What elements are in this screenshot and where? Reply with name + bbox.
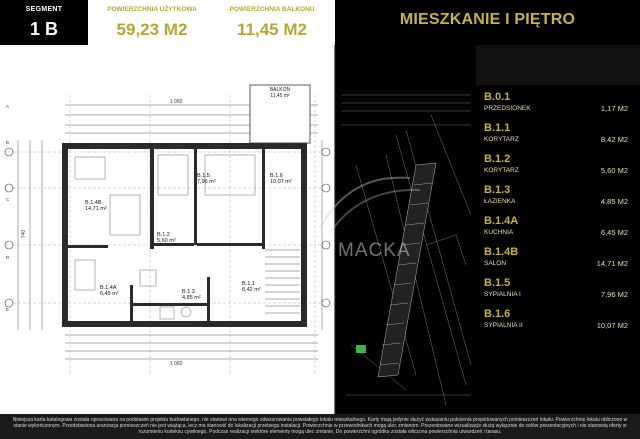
unit-highlight <box>356 345 366 353</box>
plan-room-area: 6,45 m² <box>100 291 119 297</box>
room-area: 14,71 M2 <box>596 259 628 268</box>
room-area: 4,85 M2 <box>600 197 628 206</box>
room-name: SYPIALNIA I <box>484 291 521 298</box>
disclaimer-footer: Niniejsza karta katalogowa została opracowana na podstawie projektu budowlanego, nie stanowi ona wiernego odwzorowania powstałego lokalu mieszkalnego. Karty mają jedynie służyć wskazaniu położenia projektowanych pomieszczeń lokalu. Powierzchnię lokalu obliczono w stanie wykończonym. Przedstawiona aranżacja pomieszczeń nie jest wiążąca, lecz ma stanowić do lokalizacji przebiegu instalacji. Powierzchnie w przewodnikach mogą ulec zmianom. Prezentowane wizualizacje służą wyłącznie do celów prezentacyjnych i nie stanowią oferty w rozumieniu kodeksu cywilnego. Podczas realizacji niektóre elementy mogą ulec zmianie. Do powierzchni ogródka została wliczona powierzchnia utwardzeń i tarasu. <box>0 414 640 439</box>
plan-room-code: B.1.4A <box>100 285 117 291</box>
room-name: KORYTARZ <box>484 167 519 174</box>
header-bar <box>0 0 640 45</box>
plan-room-area: 7,96 m² <box>197 179 216 185</box>
room-area: 8,42 M2 <box>600 135 628 144</box>
segment-box <box>0 0 88 45</box>
room-name: SYPIALNIA II <box>484 322 523 329</box>
segment-label: SEGMENT <box>25 6 63 13</box>
plan-room-label <box>242 281 261 293</box>
usable-area-label: POWIERZCHNIA UŻYTKOWA <box>107 6 197 13</box>
room-name: KUCHNIA <box>484 229 514 236</box>
plan-room-code: B.1.5 <box>197 173 210 179</box>
dim-total-top: 1 082 <box>170 99 183 105</box>
room-area: 10,07 M2 <box>596 321 628 330</box>
axis-label: E <box>6 307 10 312</box>
room-item <box>484 308 634 332</box>
room-name: ŁAZIENKA <box>484 198 516 205</box>
plan-room-label <box>182 289 201 301</box>
room-list <box>476 85 640 414</box>
room-area: 7,96 M2 <box>600 290 628 299</box>
floor-plan <box>0 45 335 414</box>
dim-total-bottom: 1 082 <box>170 361 183 367</box>
balcony-area-box <box>216 0 328 45</box>
room-name: PRZEDSIONEK <box>484 105 531 112</box>
room-item <box>484 246 634 270</box>
axis-label: C <box>6 197 10 202</box>
watermark-text: MACKA <box>338 240 411 261</box>
room-item <box>484 122 634 146</box>
balcony-label: BALKON <box>269 87 291 93</box>
plan-room-code: B.1.3 <box>182 289 195 295</box>
plan-room-label <box>197 173 216 185</box>
room-code: B.1.2 <box>484 153 511 165</box>
axis-label: A <box>6 104 10 109</box>
plan-room-label <box>270 173 292 185</box>
axis-label: B <box>6 140 10 145</box>
room-area: 6,45 M2 <box>600 228 628 237</box>
page-title: MIESZKANIE I PIĘTRO <box>399 11 576 28</box>
balcony-area-value: 11,45 M2 <box>237 20 307 39</box>
room-code: B.1.4A <box>484 215 519 227</box>
balcony-area-plan: 11,45 m² <box>270 93 290 99</box>
plan-room-code: B.1.2 <box>157 232 170 238</box>
plan-room-area: 10,07 m² <box>270 179 292 185</box>
plan-room-label <box>85 200 107 212</box>
plan-room-area: 14,71 m² <box>85 206 107 212</box>
page-title-box <box>335 0 640 45</box>
plan-room-area: 4,85 m² <box>182 295 201 301</box>
plan-room-label <box>100 285 119 297</box>
room-code: B.1.5 <box>484 277 511 289</box>
room-name: SALON <box>484 260 507 267</box>
room-area: 1,17 M2 <box>600 104 628 113</box>
segment-value: 1 B <box>29 19 58 39</box>
room-code: B.1.6 <box>484 308 511 320</box>
plan-room-area: 5,60 m² <box>157 238 176 244</box>
axis-label: D <box>6 255 10 260</box>
plan-room-label <box>157 232 176 244</box>
room-item <box>484 215 634 239</box>
room-code: B.1.1 <box>484 122 511 134</box>
watermark-logo <box>300 168 440 238</box>
plan-room-code: B.1.4B <box>85 200 102 206</box>
floor-plan-drawing <box>0 45 335 414</box>
balcony-area-label: POWIERZCHNIA BALKONU <box>229 6 315 13</box>
room-item <box>484 153 634 177</box>
room-name: KORYTARZ <box>484 136 519 143</box>
dim-left: 740 <box>21 229 28 239</box>
room-area: 5,60 M2 <box>600 166 628 175</box>
room-item <box>484 277 634 301</box>
room-item <box>484 184 634 208</box>
room-code: B.1.3 <box>484 184 511 196</box>
usable-area-box <box>88 0 216 45</box>
plan-room-area: 8,42 m² <box>242 287 261 293</box>
room-code: B.0.1 <box>484 91 511 103</box>
usable-area-value: 59,23 M2 <box>116 20 188 39</box>
plan-room-code: B.1.1 <box>242 281 255 287</box>
room-item <box>484 91 634 115</box>
plan-room-code: B.1.6 <box>270 173 283 179</box>
room-code: B.1.4B <box>484 246 519 258</box>
balcony-label-box <box>262 87 298 99</box>
